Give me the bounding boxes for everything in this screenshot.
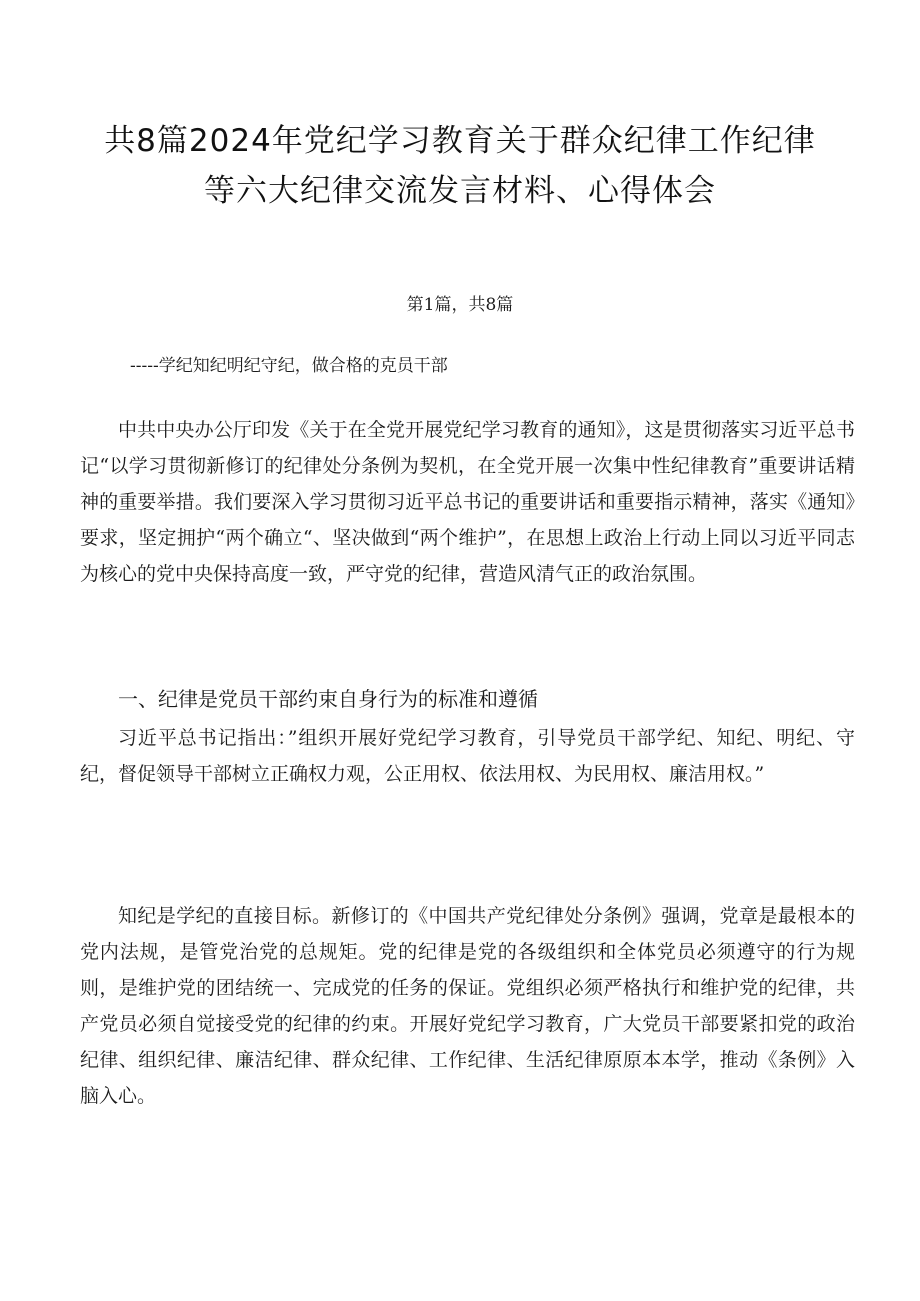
body-paragraph-1: 中共中央办公厅印发《关于在全党开展党纪学习教育的通知》，这是贯彻落实习近平总书记“以学习贯彻新修订的纪律处分条例为契机，在全党开展一次集中性纪律教育”重要讲话精神的重要举措。我们要深入学习贯彻习近平总书记的重要讲话和重要指示精神，落实《通知》要求，坚定拥护“两个确立“、坚决做到“两个维护”，在思想上政治上行动上同以习近平同志为核心的党中央保持高度一致，严守党的纪律，营造风清气正的政治氛围。 — [80, 419, 855, 585]
document-title-line-2: 等六大纪律交流发言材料、心得体会 — [204, 173, 716, 209]
epigraph: -----学纪知纪明纪守纪，做合格的克员干部 — [130, 356, 448, 376]
document-title-line-1: 共8篇2024年党纪学习教育关于群众纪律工作纪律 — [104, 123, 816, 159]
section-heading-1: 一、纪律是党员干部约束自身行为的标准和遵循 — [118, 687, 538, 711]
body-paragraph-3: 知纪是学纪的直接目标。新修订的《中国共产党纪律处分条例》强调，党章是最根本的党内法规，是管党治党的总规矩。党的纪律是党的各级组织和全体党员必须遵守的行为规则，是维护党的团结统一、完成党的任务的保证。党组织必须严格执行和维护党的纪律，共产党员必须自觉接受党的纪律的约束。开展好党纪学习教育，广大党员干部要紧扣党的政治纪律、组织纪律、廉洁纪律、群众纪律、工作纪律、生活纪律原原本本学，推动《条例》入脑入心。 — [80, 905, 855, 1107]
body-paragraph-2: 习近平总书记指出：”组织开展好党纪学习教育，引导党员干部学纪、知纪、明纪、守纪，督促领导干部树立正确权力观，公正用权、依法用权、为民用权、廉洁用权。” — [80, 727, 855, 785]
part-label: 第1篇，共8篇 — [406, 295, 514, 315]
